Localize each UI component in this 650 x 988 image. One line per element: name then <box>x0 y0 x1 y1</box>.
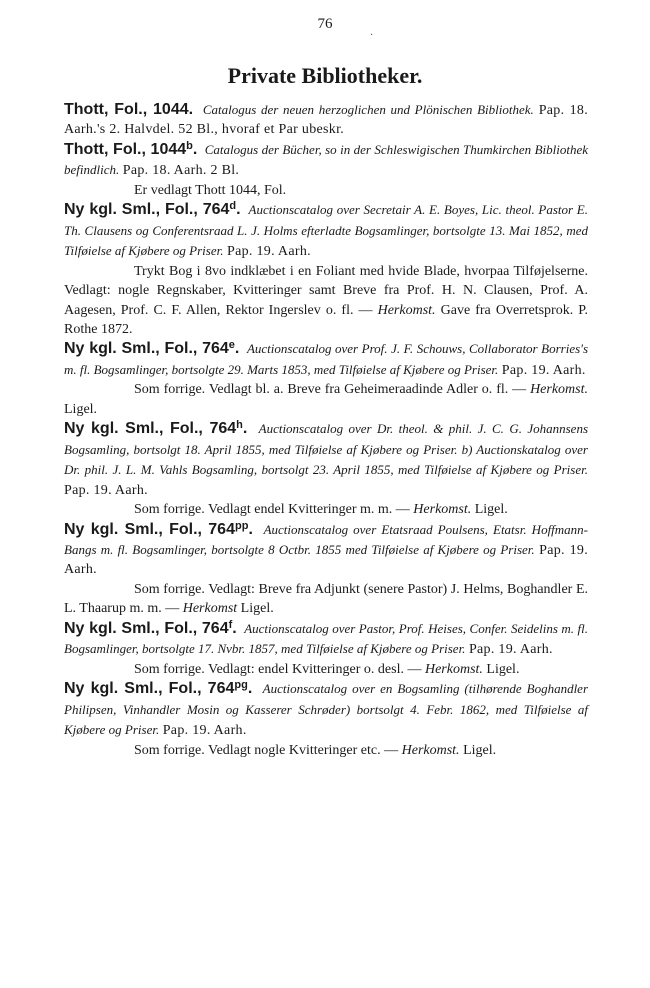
physical-details: Pap. 19. Aarh. <box>501 362 586 378</box>
catalog-entry <box>64 619 588 679</box>
entry-note: Som forrige. Vedlagt: endel Kvitteringer o. desl. — Herkomst. Ligel. <box>134 661 520 677</box>
speck-mark: · <box>370 30 374 41</box>
shelfmark: Thott, Fol., 1044. <box>64 101 194 118</box>
entry-list <box>64 100 588 760</box>
catalog-title: Catalogus der neuen herzoglichen und Plönischen Bibliothek. <box>202 102 534 117</box>
page-number: 76 <box>317 16 333 32</box>
catalog-entry <box>64 679 588 760</box>
physical-details: Pap. 19. Aarh. <box>64 542 589 578</box>
herkomst-label: Herkomst. <box>424 661 483 677</box>
physical-details: Pap. 18. Aarh.'s 2. Halvdel. 52 Bl., hvoraf et Par ubeskr. <box>64 103 589 138</box>
shelfmark: Ny kgl. Sml., Fol., 764e. <box>64 339 240 358</box>
catalog-entry <box>64 520 588 619</box>
physical-details: Pap. 19. Aarh. <box>227 244 311 260</box>
physical-details: Pap. 19. Aarh. <box>468 642 553 658</box>
catalog-title: Auctionscatalog over en Bogsamling (tilhørende Boghandler Philipsen, Vinhandler Mosin og Kasserer Schrøder) bortsolgt 4. Febr. 1862, med Tilføielse af Kjøbere og Priser. <box>64 681 589 738</box>
entry-note: Er vedlagt Thott 1044, Fol. <box>134 182 287 198</box>
entry-note: Som forrige. Vedlagt endel Kvitteringer m. m. — Herkomst. Ligel. <box>134 502 508 518</box>
herkomst-label: Herkomst. <box>401 742 460 758</box>
shelfmark: Ny kgl. Sml., Fol., 764$^d$. <box>64 200 241 219</box>
shelfmark: Ny kgl. Sml., Fol., $764^{pg}$. <box>64 679 253 698</box>
physical-details: Pap. 18. Aarh. 2 Bl. <box>122 163 240 179</box>
shelfmark: Ny kgl. Sml., Fol., 764$^h$. <box>64 419 248 438</box>
catalog-title: Auctionscatalog over Pastor, Prof. Heises, Confer. Seidelins m. fl. Bogsamlinger, bortsolgte 17. Nvbr. 1857, med Tilføielse af Kjøbere og Priser. <box>64 620 589 657</box>
physical-details: Pap. 19. Aarh. <box>162 723 247 739</box>
herkomst-label: Herkomst. <box>413 502 472 518</box>
page-title: Private Bibliotheker. <box>227 63 423 88</box>
catalog-title: Auctionscatalog over Secretair A. E. Boyes, Lic. theol. Pastor E. Th. Clausens og Conferentsraad L. J. Holms efterladte Bogsamlinger, bortsolgte 13. Mai 1852, med Tilføielse af Kjøbere og Priser. <box>64 202 588 259</box>
catalog-title: Auctionscatalog over Etatsraad Poulsens, Etatsr. Hoffmann-Bangs m. fl. Bogsamlinger, bortsolgte 8 Octbr. 1855 med Tilføielse af Kjøbere og Priser. <box>64 521 589 557</box>
shelfmark: Ny kgl. Sml., Fol., $764^{pp}$. <box>64 519 253 538</box>
shelfmark: Ny kgl. Sml., Fol., 764$^f$. <box>64 618 237 637</box>
entry-note: Trykt Bog i 8vo indklæbet i en Foliant med hvide Blade, hvorpaa Tilføjelserne. Vedlagt: nogle Regnskaber, Kvitteringer samt Breve fra Prof. H. N. Clausen, Prof. A. Aagesen, Prof. C. F. Allen, Rektor Ingerslev o. fl. — Herkomst. Gave fra Overretsprok. P. Rothe 1872. <box>64 263 589 337</box>
physical-details: Pap. 19. Aarh. <box>64 482 148 498</box>
catalog-entry <box>64 339 588 419</box>
catalog-title: Auctionscatalog over Prof. J. F. Schouws, Collaborator Borries's m. fl. Bogsamlinger, bortsolgte 29. Marts 1853, med Tilføielse af Kjøbere og Priser. <box>64 341 589 377</box>
catalog-title: Catalogus der Bücher, so in der Schleswigischen Thumkirchen Bibliothek befindlich. <box>64 141 589 178</box>
entry-note: Som forrige. Vedlagt nogle Kvitteringer etc. — Herkomst. Ligel. <box>134 742 497 758</box>
catalog-entry <box>64 100 588 140</box>
entry-note: Som forrige. Vedlagt bl. a. Breve fra Geheimeraadinde Adler o. fl. — Herkomst. Ligel. <box>64 382 588 417</box>
catalog-entry <box>64 419 588 519</box>
catalog-entry <box>64 140 588 200</box>
herkomst-label: Herkomst. <box>530 382 588 398</box>
entry-note: Som forrige. Vedlagt: Breve fra Adjunkt (senere Pastor) J. Helms, Boghandler E. L. Thaarup m. m. — Herkomst Ligel. <box>64 581 588 617</box>
herkomst-label: Herkomst <box>182 601 238 617</box>
herkomst-label: Herkomst. <box>377 302 436 318</box>
shelfmark: Thott, Fol., 1044$^b$. <box>64 139 198 158</box>
catalog-title: Auctionscatalog over Dr. theol. & phil. J. C. G. Johannsens Bogsamling, bortsolgt 18. April 1855, med Tilføielse af Kjøbere og Priser. b) Auctionskatalog over Dr. phil. J. L. M. Vahls Bogsamling, bortsolgt 23. April 1855, med Tilføielse af Kjøbere og Priser. <box>64 421 589 478</box>
catalog-entry <box>64 200 588 339</box>
